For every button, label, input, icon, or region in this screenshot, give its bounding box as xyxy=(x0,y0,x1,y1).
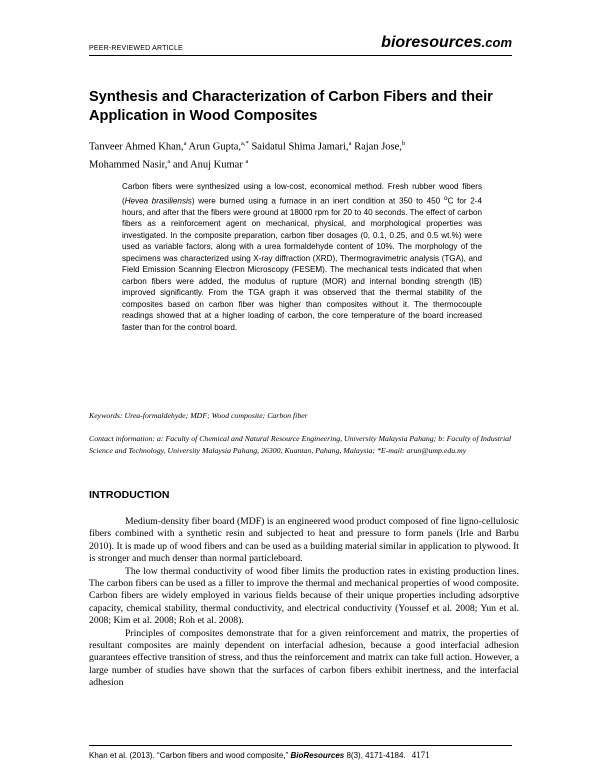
footer-rule xyxy=(89,745,512,746)
affiliation-mark: a xyxy=(183,140,187,147)
journal-section-label: PEER-REVIEWED ARTICLE xyxy=(89,45,183,52)
degree-mark: o xyxy=(443,194,448,202)
affiliation-mark: a,* xyxy=(241,140,249,147)
abstract xyxy=(122,181,482,333)
author: Tanveer Ahmed Khan, xyxy=(89,141,184,153)
abstract-text: ) were burned using a furnace in an inert condition at 350 to 450 xyxy=(191,196,444,206)
affiliation-mark: a xyxy=(167,157,171,165)
abstract-text: C for 2-4 hours, and after that the fibers were ground at 18000 rpm for 20 to 40 seconds. The effect of carbon fibers as a reinforcement agent on mechanical, physical, and morphological properties was investigated. In the composite preparation, carbon fiber dosages (0, 0.1, 0.25, and 0.5 wt.%) were used as variable factors, along with a urea formaldehyde content of 10%. The morphology of the specimens was characterized using X-ray diffraction (XRD), Thermogravimetric analysis (TGA), and Field Emission Scanning Electron Microscopy (FESEM). The mechanical tests indicated that when carbon fibers were added, the modulus of rupture (MOR) and internal bonding strength (IB) improved significantly. From the TGA graph it was observed that the thermal stability of the composites based on carbon fiber was higher than composites without it. The thermocouple readings showed that at a higher loading of carbon, the core temperature of the board increased faster than for the control board. xyxy=(122,196,482,332)
author-list xyxy=(89,137,519,172)
section-heading-introduction: INTRODUCTION xyxy=(89,489,170,501)
author: and Anuj Kumar xyxy=(172,159,243,170)
header-rule xyxy=(89,55,512,56)
journal-name: BioResources xyxy=(290,751,345,760)
page-footer xyxy=(89,750,430,760)
keywords: Keywords: Urea-formaldehyde; MDF; Wood composite; Carbon fiber xyxy=(89,411,308,420)
author: Saidatul Shima Jamari, xyxy=(251,141,349,153)
journal-brand xyxy=(381,34,512,52)
brand-name: bioresources xyxy=(381,34,482,51)
author: Arun Gupta, xyxy=(188,141,242,153)
paragraph: Principles of composites demonstrate that for a given reinforcement and matrix, the properties of resultant composites are mainly dependent on interfacial adhesion, because a good interfacial adhesion guarantees effective transition of stress, and thus the reinforcement and matrix can take full action. However, a large number of studies have shown that the surfaces of carbon fibers exhibit inertness, and the interfacial adhesion xyxy=(89,627,519,689)
paragraph: The low thermal conductivity of wood fiber limits the production rates in existing production lines. The carbon fibers can be used as a filler to improve the thermal and mechanical properties of wood composite. Carbon fibers are widely employed in various fields because of their unique properties including adsorptive capacity, chemical stability, thermal conductivity, and electrical conductivity (Youssef et al. 2008; Yun et al. 2008; Kim et al. 2008; Roh et al. 2008). xyxy=(89,565,519,627)
volume-pages: 8(3), 4171-4184. xyxy=(346,751,406,760)
abstract-text: Carbon fibers were synthesized using a low-cost, economical method. Fresh rubber wood fibers ( xyxy=(122,182,482,206)
citation: Khan et al. (2013). “Carbon fibers and wood composite,” xyxy=(89,751,289,760)
paragraph: Medium-density fiber board (MDF) is an engineered wood product composed of fine ligno-cellulosic fibers combined with a synthetic resin and subjected to heat and pressure to form panels (Irle and Barbu 2010). It is made up of wood fibers and can be used as a building material similar in application to plywood. It is stronger and much denser than normal particleboard. xyxy=(89,516,519,565)
affiliation-mark: a xyxy=(348,140,352,147)
brand-domain: .com xyxy=(481,35,512,50)
introduction-body xyxy=(89,516,519,690)
affiliation-mark: b xyxy=(401,140,406,147)
affiliation-mark: a xyxy=(245,157,249,165)
author: Rajan Jose, xyxy=(354,141,402,153)
author: Mohammed Nasir, xyxy=(89,159,168,170)
species-name: Hevea brasiliensis xyxy=(124,196,192,206)
article-title: Synthesis and Characterization of Carbon Fibers and their Application in Wood Composites xyxy=(89,89,493,124)
contact-information: Contact information: a: Faculty of Chemical and Natural Resource Engineering, University Malaysia Pahang; b: Faculty of Industrial Science and Technology, University Malaysia Pahang, 26300, Kuantan, Pahang, Malaysia; *E-mail: arun@ump.edu.my xyxy=(89,434,512,455)
page-number: 4171 xyxy=(411,750,430,760)
